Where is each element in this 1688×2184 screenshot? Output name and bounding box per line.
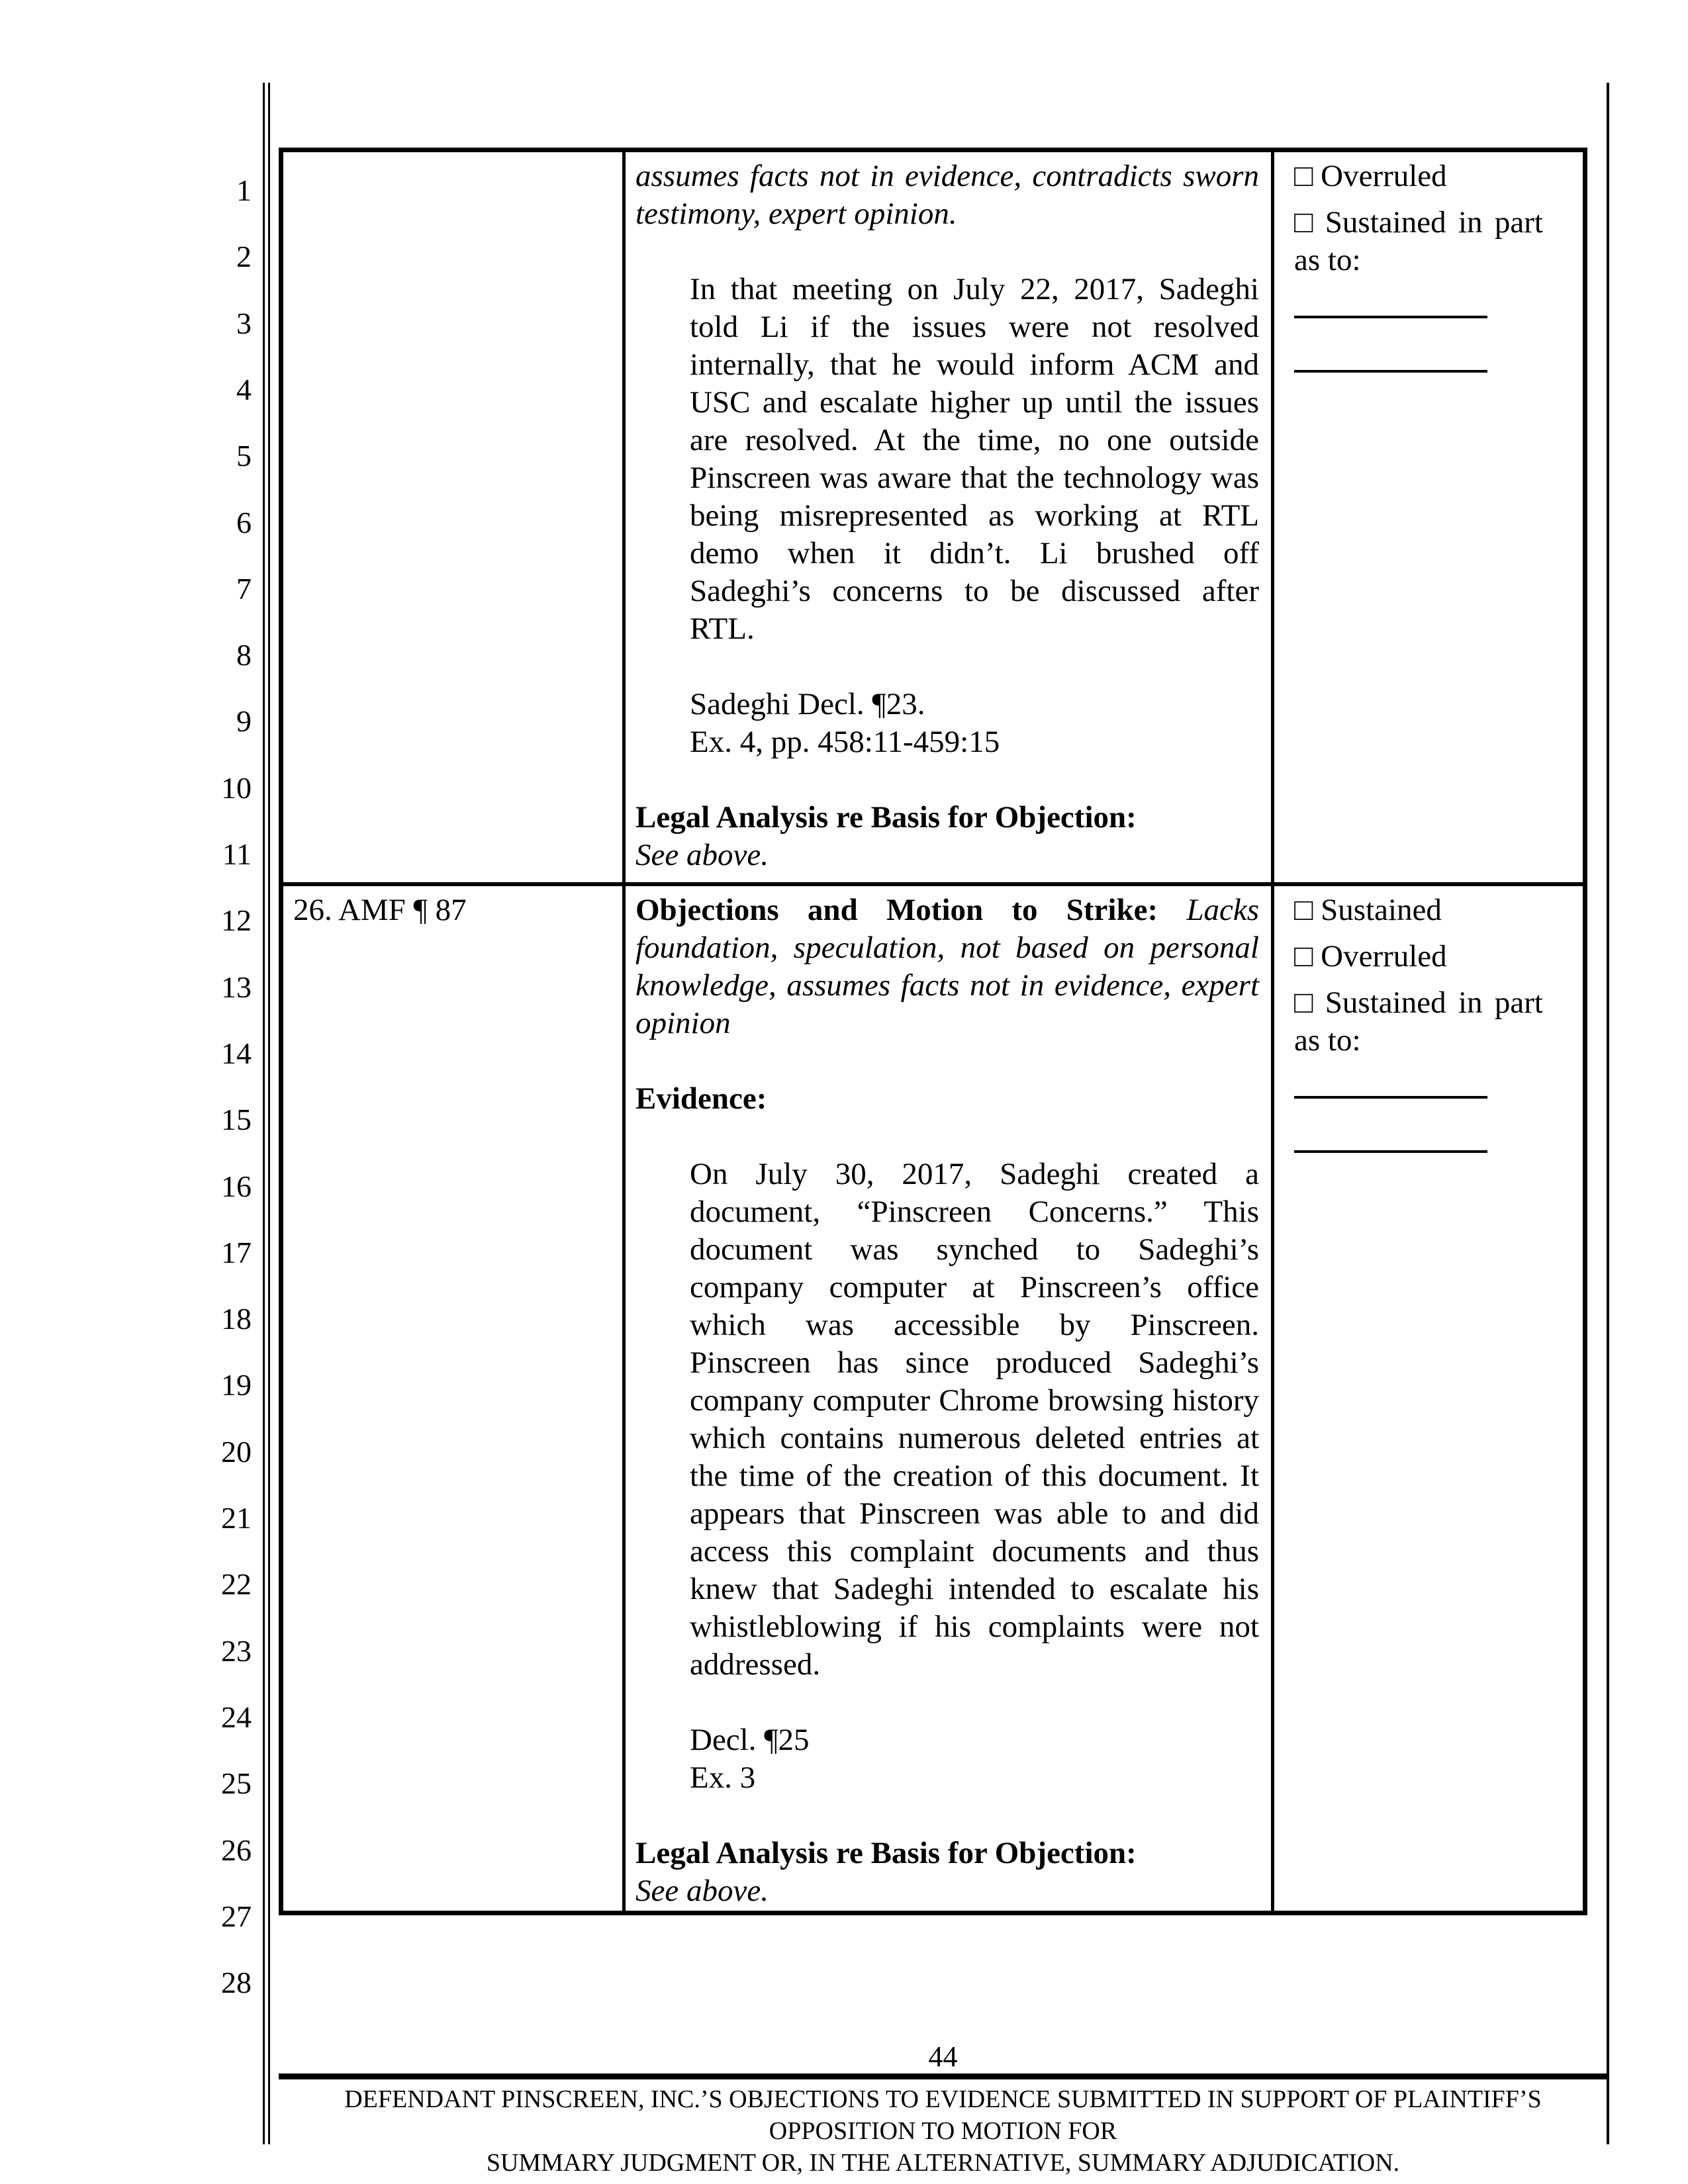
objection-grounds-continuation: assumes facts not in evidence, contradicts sworn testimony, expert opinion. [635,159,1259,231]
checkbox-icon[interactable]: □ [1294,893,1313,927]
objection-ref-cell [283,152,626,882]
objection-body-cell [626,886,1274,1911]
line-number: 6 [236,505,252,539]
line-number: 19 [221,1368,252,1402]
line-number: 1 [236,173,252,207]
objection-grounds [635,891,1259,1042]
document-footer [279,2083,1607,2179]
line-number: 25 [221,1766,252,1801]
checkbox-icon[interactable]: □ [1294,939,1313,974]
ruling-cell [1274,152,1583,882]
line-number: 3 [236,306,252,340]
objection-ref: 26. AMF ¶ 87 [293,893,467,927]
legal-analysis-text: See above. [635,838,769,872]
line-number: 12 [221,903,252,938]
line-number: 22 [221,1567,252,1602]
ruling-option-overruled[interactable] [1294,938,1543,976]
line-number: 21 [221,1501,252,1535]
ruling-option-overruled[interactable] [1294,158,1543,195]
line-number: 18 [221,1302,252,1336]
line-number: 4 [236,372,252,406]
pleading-double-rule-left-inner [268,83,270,2144]
line-number: 23 [221,1633,252,1668]
ruling-blank-line[interactable] [1294,370,1487,373]
table-row [283,886,1583,1911]
checkbox-icon[interactable]: □ [1294,205,1313,240]
objection-table [279,148,1587,1915]
table-row [283,152,1583,886]
ruling-blank-line[interactable] [1294,1096,1487,1099]
objection-grounds-text: Lacks foundation, speculation, not based on personal knowledge, assumes facts not in evidence, expert opinion [635,893,1260,1040]
footer-separator-line [279,2073,1607,2079]
line-number: 16 [221,1169,252,1203]
line-number: 13 [221,970,252,1004]
footer-title-line1: DEFENDANT PINSCREEN, INC.’S OBJECTIONS TO EVIDENCE SUBMITTED IN SUPPORT OF PLAINTIFF’S OPPOSITION TO MOTION FOR [344,2085,1542,2145]
objection-ref-cell [283,886,626,1911]
line-number: 17 [221,1235,252,1269]
ruling-cell [1274,886,1583,1911]
pleading-rule-right [1607,83,1609,2144]
legal-analysis-heading: Legal Analysis re Basis for Objection: [635,1836,1137,1870]
legal-analysis-text: See above. [635,1874,769,1908]
ruling-option-label: Overruled [1321,159,1447,193]
line-number: 28 [221,1966,252,2000]
checkbox-icon[interactable]: □ [1294,159,1313,193]
evidence-paragraph: On July 30, 2017, Sadeghi created a document, “Pinscreen Concerns.” This document was synched to Sadeghi’s company computer at Pinscreen’s office which was accessible by Pinscreen. Pinscreen has since produced Sadeghi’s company computer Chrome browsing history which contains numerous deleted entries at the time of the creation of this document. It appears that Pinscreen was able to and did access this complaint documents and thus knew that Sadeghi intended to escalate his whistleblowing if his complaints were not addressed. [690,1157,1259,1682]
line-number: 20 [221,1434,252,1469]
evidence-paragraph: In that meeting on July 22, 2017, Sadeghi told Li if the issues were not resolved internally, that he would inform ACM and USC and escalate higher up until the issues are resolved. At the time, no one outside Pinscreen was aware that the technology was being misrepresented as working at RTL demo when it didn’t. Li brushed off Sadeghi’s concerns to be discussed after RTL. [690,272,1259,646]
line-number: 9 [236,704,252,739]
ruling-option-label: Sustained in part as to: [1294,985,1543,1058]
ruling-option-label: Overruled [1321,939,1447,974]
citation-line: Decl. ¶25 [690,1723,810,1757]
line-number: 10 [221,770,252,805]
citation-line: Sadeghi Decl. ¶23. [690,687,925,721]
objection-heading: Objections and Motion to Strike: [635,893,1158,927]
pleading-double-rule-left-outer [263,83,265,2144]
citation-line: Ex. 4, pp. 458:11-459:15 [690,725,1000,759]
legal-analysis-heading: Legal Analysis re Basis for Objection: [635,800,1137,835]
ruling-option-sustained-in-part[interactable] [1294,984,1543,1060]
objection-body-cell [626,152,1274,882]
evidence-heading: Evidence: [635,1081,767,1116]
citation-line: Ex. 3 [690,1760,756,1795]
ruling-option-label: Sustained in part as to: [1294,205,1543,277]
line-number: 14 [221,1036,252,1070]
line-number: 5 [236,439,252,473]
line-number: 27 [221,1899,252,1933]
line-number: 7 [236,571,252,606]
ruling-option-sustained-in-part[interactable] [1294,204,1543,279]
ruling-blank-line[interactable] [1294,316,1487,318]
line-number: 11 [222,837,252,871]
line-number: 24 [221,1700,252,1734]
checkbox-icon[interactable]: □ [1294,985,1313,1020]
line-number: 26 [221,1833,252,1867]
line-number: 8 [236,638,252,672]
ruling-option-sustained[interactable] [1294,891,1543,929]
ruling-blank-line[interactable] [1294,1150,1487,1153]
footer-title-line2: SUMMARY JUDGMENT OR, IN THE ALTERNATIVE, SUMMARY ADJUDICATION. [486,2149,1400,2177]
line-number: 15 [221,1103,252,1137]
page-number: 44 [928,2040,958,2073]
line-number: 2 [236,240,252,274]
ruling-option-label: Sustained [1321,893,1442,927]
